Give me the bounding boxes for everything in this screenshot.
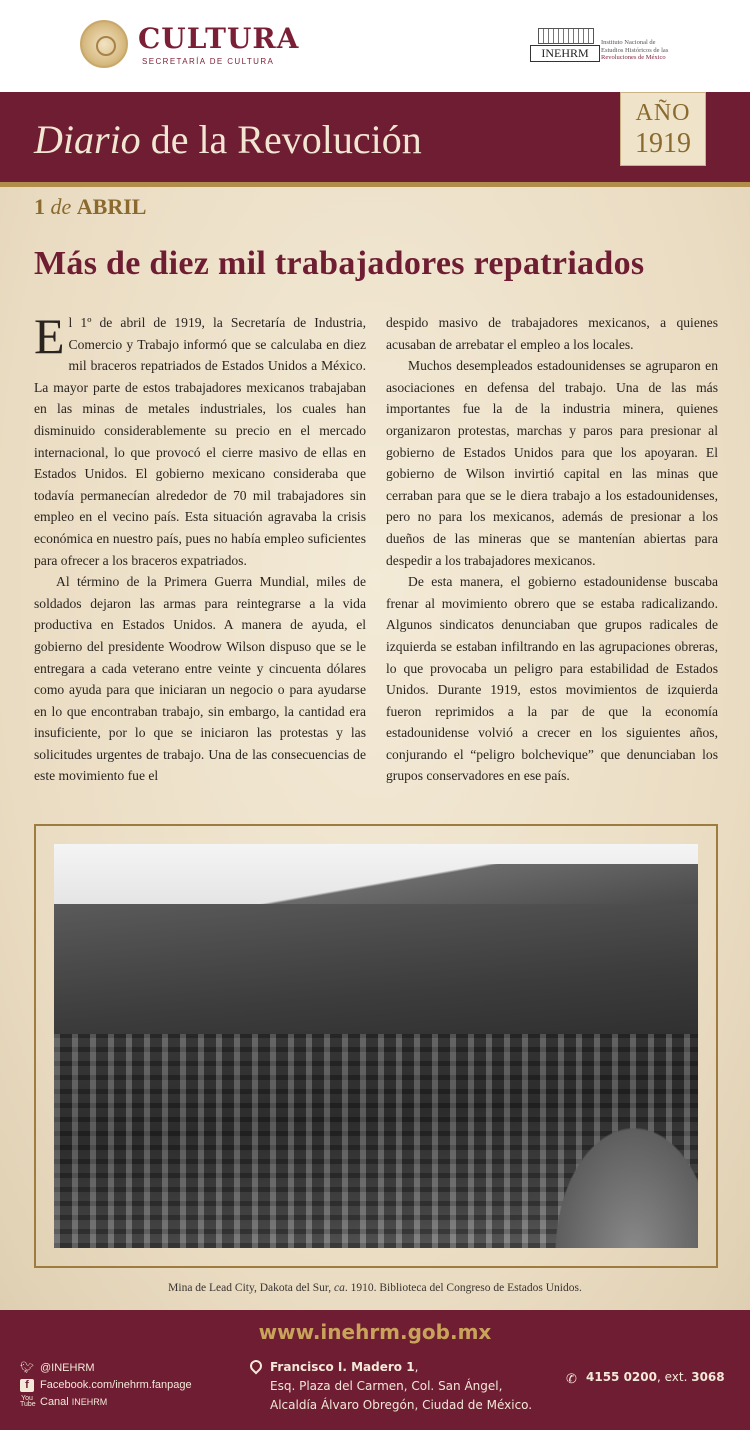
- phone-icon: ✆: [566, 1371, 577, 1386]
- phone-ext: 3068: [691, 1370, 725, 1384]
- twitter-handle: @INEHRM: [40, 1362, 95, 1374]
- facebook-icon: f: [20, 1379, 34, 1392]
- cultura-subtitle: SECRETARÍA DE CULTURA: [142, 57, 275, 66]
- youtube-name: INEHRM: [71, 1397, 108, 1407]
- series-title: [34, 116, 422, 163]
- mine-photo[interactable]: [54, 844, 698, 1248]
- caption-part: . 1910. Biblioteca del Congreso de Estados Unidos.: [344, 1282, 582, 1294]
- location-pin-icon: [248, 1358, 265, 1375]
- inehrm-caption-line: Instituto Nacional de: [601, 39, 656, 46]
- youtube-link[interactable]: [20, 1394, 192, 1411]
- address-line: Esq. Plaza del Carmen, Col. San Ángel,: [270, 1379, 503, 1393]
- year-number: 1919: [635, 128, 691, 159]
- facebook-link[interactable]: [20, 1377, 192, 1394]
- youtube-prefix: Canal: [40, 1396, 72, 1408]
- article-column-left: [34, 308, 366, 787]
- address-street: Francisco I. Madero 1: [270, 1360, 415, 1374]
- year-badge: [620, 92, 706, 166]
- facebook-url: Facebook.com/inehrm.fanpage: [40, 1379, 192, 1391]
- website-link[interactable]: www.inehrm.gob.mx: [258, 1320, 492, 1344]
- building-icon: [538, 28, 594, 44]
- date-day: 1: [34, 194, 45, 219]
- gold-divider: [0, 182, 750, 187]
- social-links: [20, 1360, 192, 1411]
- article-paragraph: De esta manera, el gobierno estadounidense buscaba frenar al movimiento obrero que se estaba radicalizando. Algunos sindicatos denunciaban que grupos radicales de izquierda se estaban infiltrando en las agrupaciones obreras, lo que provocaba un peligro para estabilidad de Estados Unidos. Durante 1919, estos movimientos de izquierda fueron reprimidos a la par de que la economía estadounidense volvió a crecer en los siguientes años, conjurando el “peligro bolchevique” que denunciaban los grupos conservadores en ese país.: [386, 574, 718, 784]
- article-paragraph: despido masivo de trabajadores mexicanos, a quienes acusaban de arrebatar el empleo a los locales.: [386, 315, 718, 352]
- article-paragraph: Al término de la Primera Guerra Mundial, miles de soldados dejaron las armas para reintegrarse a la vida productiva en Estados Unidos. A manera de ayuda, el gobierno del presidente Woodrow Wilson dispuso que se le entregara a cada veterano entre veinte y cincuenta dólares como ayuda para que iniciaran un negocio o para ayudarse en lo que encontraban trabajo, sin embargo, la cantidad era insuficiente, por lo que se iniciaron las protestas y las solicitudes urgentes de trabajo. Una de las consecuencias de este movimiento fue el: [34, 574, 366, 784]
- series-title-italic: Diario: [34, 117, 141, 162]
- year-label: AÑO: [635, 100, 691, 126]
- inehrm-caption: [601, 39, 691, 62]
- photo-caption: [0, 1282, 750, 1294]
- photo-frame: [34, 824, 718, 1268]
- phone-ext-label: , ext.: [656, 1370, 692, 1384]
- youtube-icon: You Tube: [20, 1395, 36, 1408]
- photo-tailings: [534, 1094, 698, 1248]
- article-column-right: [386, 312, 718, 787]
- date-de: de: [45, 194, 77, 219]
- twitter-icon: 🐦︎: [20, 1362, 34, 1374]
- address-line: Alcaldía Álvaro Obregón, Ciudad de México.: [270, 1398, 533, 1412]
- caption-italic: ca: [333, 1282, 345, 1294]
- article-headline: Más de diez mil trabajadores repatriados: [34, 245, 645, 282]
- inehrm-caption-line: Estudios Históricos de las: [601, 46, 669, 54]
- inehrm-logo[interactable]: [530, 28, 600, 62]
- entry-date: [34, 194, 146, 220]
- paragraph-text: l 1º de abril de 1919, la Secretaría de Industria, Comercio y Trabajo informó que se calculaba en diez mil braceros repatriados de Estados Unidos a México. La mayor parte de estos trabajadores mexicanos trabajaban en las minas de metales industriales, los cuales han disminuido considerablemente su precio en el mercado internacional, lo que provocó el cierre masivo de ellas en Estados Unidos. El gobierno mexicano consideraba que todavía permanecían alrededor de 70 mil trabajadores sin empleo en el vecino país. Esta situación agravaba la crisis económica en nuestro país, pues no había empleo suficientes para ofrecer a los braceros expatriados.: [34, 315, 366, 568]
- twitter-link[interactable]: [20, 1360, 192, 1377]
- article-paragraph: Muchos desempleados estadounidenses se agruparon en asociaciones en defensa del trabajo. Una de las más importantes fue la de la industria minera, quienes organizaron protestas, marchas y paros para presionar al gobierno de Estados Unidos para que los apoyaran. El gobierno de Wilson invirtió capital en las minas que cerraban para que se le diera trabajo a los estadounidenses, pero no para los mexicanos, además de presionar a los dueños de las mineras que se mantenían abiertas para despedir a los trabajadores mexicanos.: [386, 358, 718, 568]
- inehrm-wordmark: INEHRM: [530, 45, 600, 62]
- caption-part: Mina de Lead City, Dakota del Sur,: [168, 1282, 334, 1294]
- date-month: ABRIL: [76, 194, 147, 219]
- cultura-logo-text[interactable]: CULTURA: [138, 22, 300, 55]
- series-title-rest: de la Revolución: [140, 117, 422, 162]
- article-paragraph: [34, 308, 366, 571]
- drop-cap: E: [34, 308, 65, 364]
- footer: [0, 1310, 750, 1430]
- address-comma: ,: [414, 1360, 419, 1374]
- phone-number[interactable]: [586, 1370, 725, 1384]
- inehrm-caption-line: Revoluciones de México: [601, 54, 666, 61]
- youtube-channel: [40, 1394, 107, 1411]
- seal-icon: [80, 20, 128, 68]
- top-logo-bar: [0, 0, 750, 92]
- phone-main: 4155 0200: [586, 1370, 657, 1384]
- address: [270, 1358, 532, 1415]
